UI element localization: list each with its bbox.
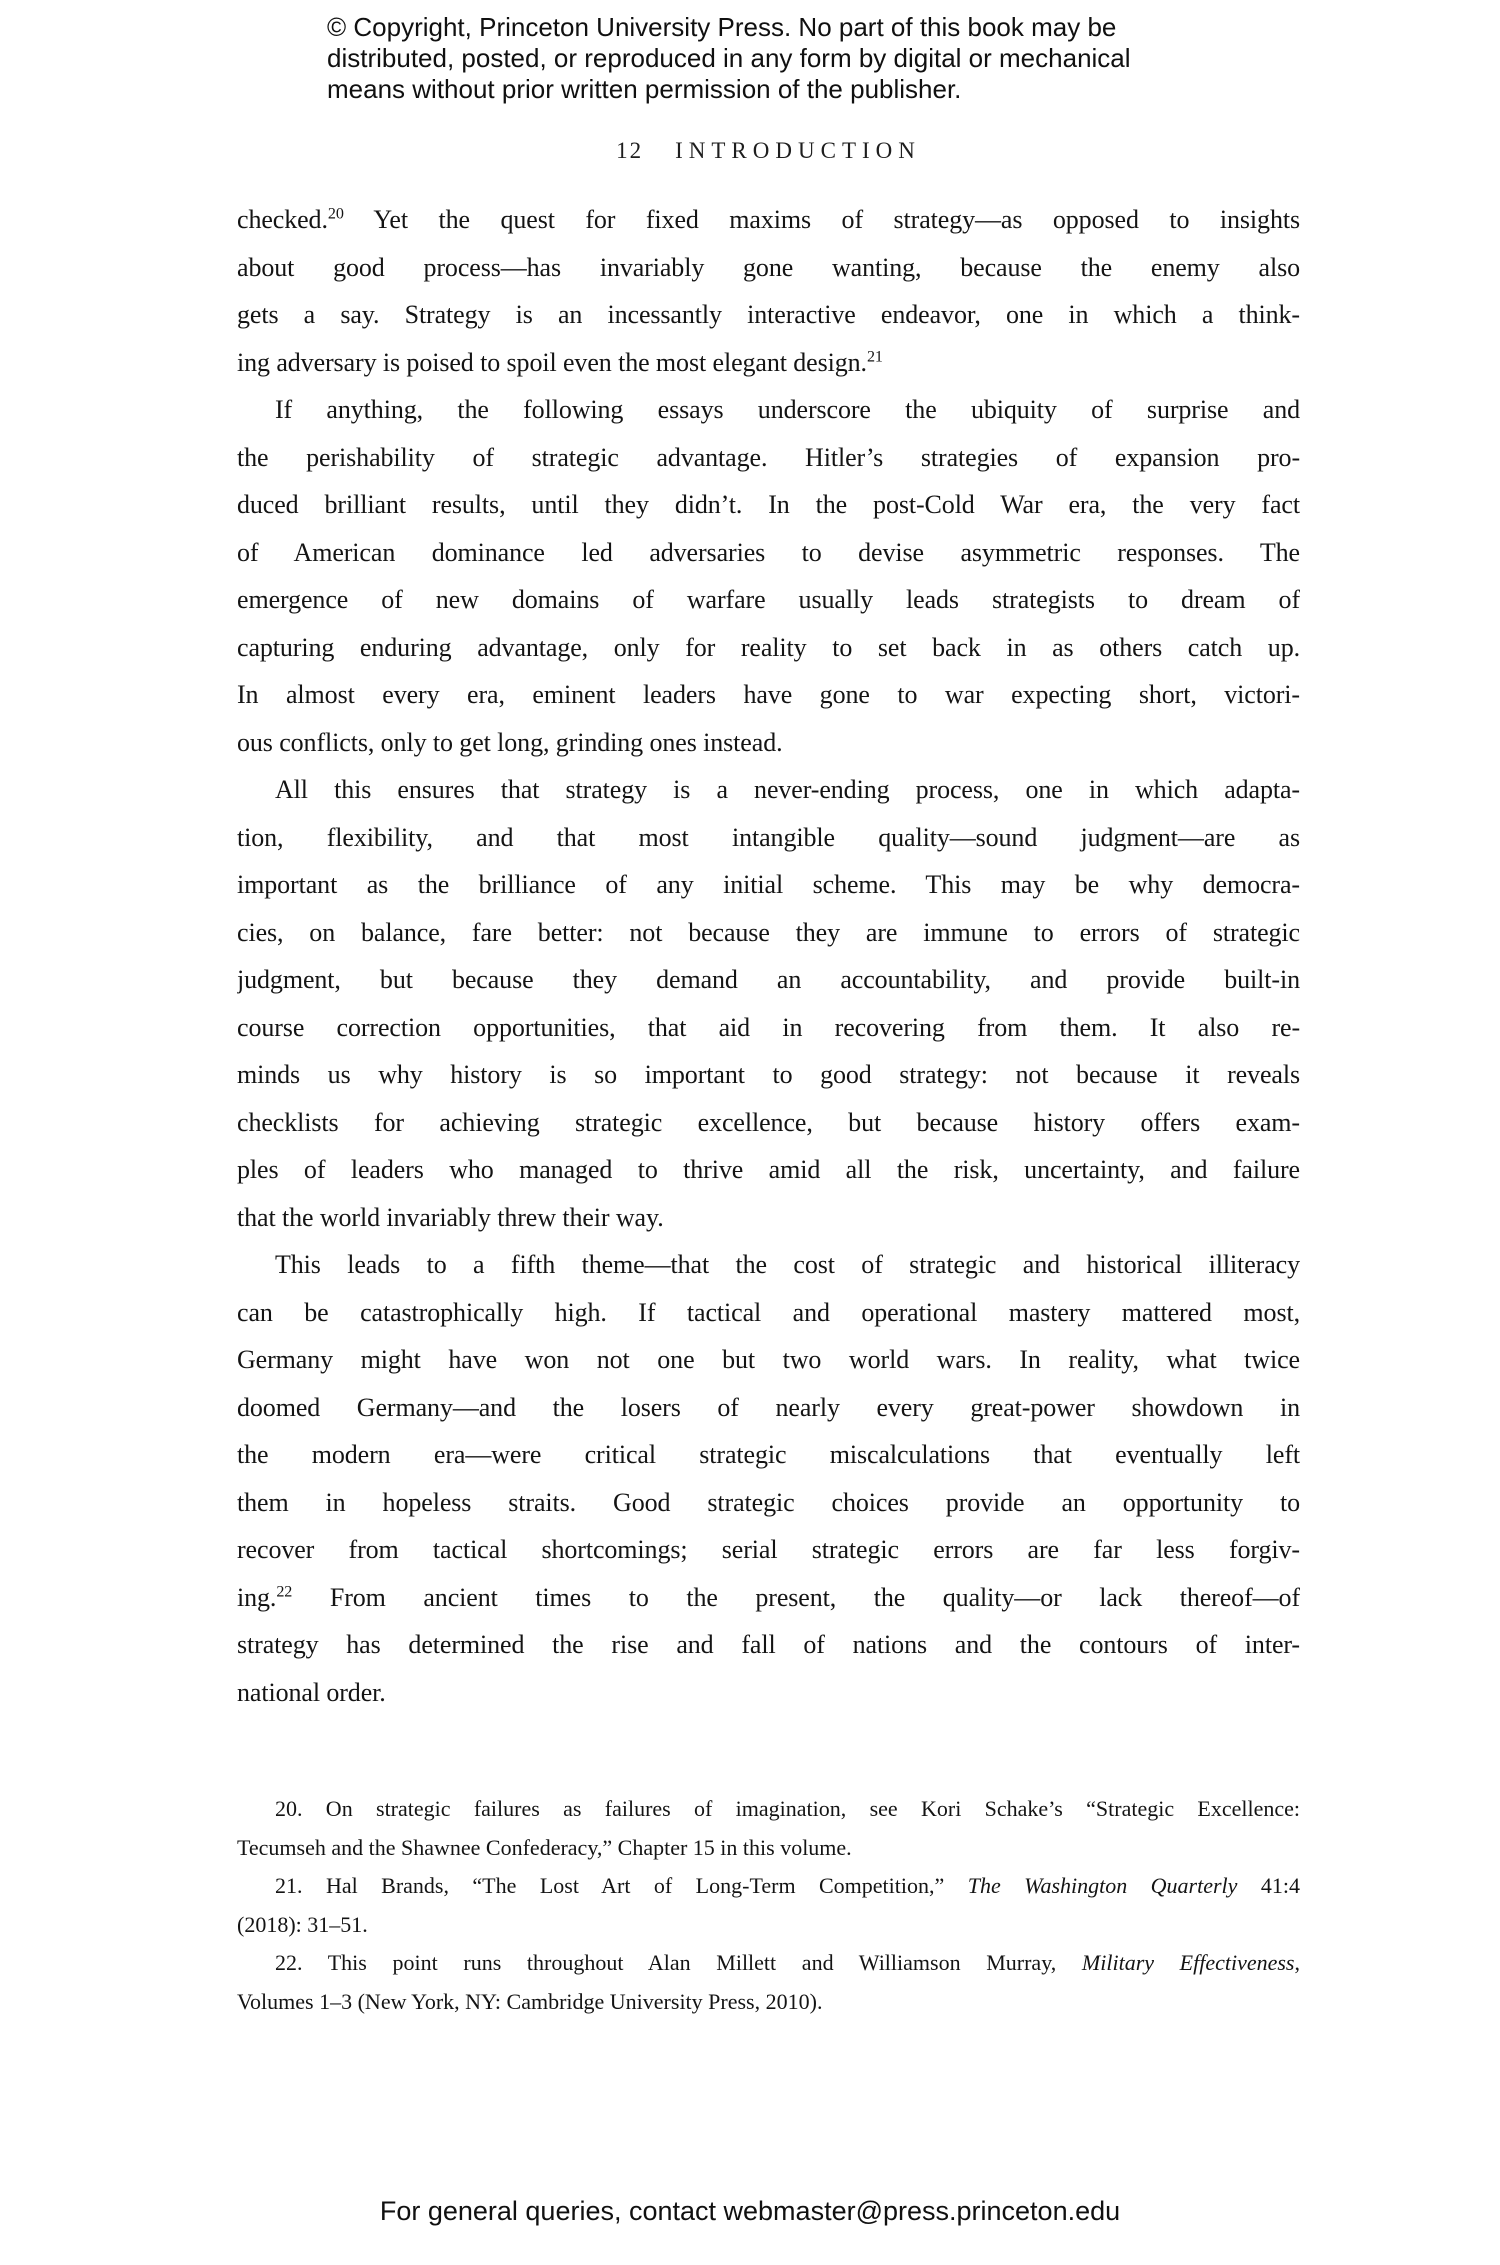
body-line: checked.$^{20}$ Yet the quest for fixed maxims of strategy—as opposed to insights bbox=[237, 205, 1300, 234]
body-line: ous conflicts, only to get long, grinding ones instead. bbox=[237, 727, 783, 757]
footnote-reference: 22 bbox=[276, 1582, 293, 1600]
body-line: important as the brilliance of any initial scheme. This may be why democra- bbox=[237, 870, 1300, 899]
paragraph bbox=[237, 196, 1300, 386]
footnote-line: Tecumseh and the Shawnee Confederacy,” Chapter 15 in this volume. bbox=[237, 1834, 852, 1860]
copyright-notice bbox=[327, 12, 1147, 105]
footnote-line: (2018): 31–51. bbox=[237, 1911, 368, 1937]
footnote-reference: 20 bbox=[327, 205, 344, 223]
footnote-item bbox=[237, 1790, 1300, 1867]
body-line: strategy has determined the rise and fall of nations and the contours of inter- bbox=[237, 1630, 1300, 1659]
footnote-line: Volumes 1–3 (New York, NY: Cambridge University Press, 2010). bbox=[237, 1988, 823, 2014]
footnote-line: 22. This point runs throughout Alan Millett and Williamson Murray, Military Effectiveness, bbox=[275, 1950, 1300, 1975]
body-line: the perishability of strategic advantage. Hitler’s strategies of expansion pro- bbox=[237, 442, 1300, 472]
copyright-line: distributed, posted, or reproduced in any form by digital or mechanical bbox=[327, 43, 1131, 73]
body-line: of American dominance led adversaries to devise asymmetric responses. The bbox=[237, 537, 1300, 567]
body-line: national order. bbox=[237, 1677, 386, 1707]
body-line: ples of leaders who managed to thrive amid all the risk, uncertainty, and failure bbox=[237, 1155, 1300, 1184]
body-text bbox=[237, 196, 1300, 1716]
footnote-reference: 21 bbox=[866, 347, 883, 365]
copyright-line: means without prior written permission of the publisher. bbox=[327, 74, 962, 104]
body-line: gets a say. Strategy is an incessantly interactive endeavor, one in which a think- bbox=[237, 300, 1300, 329]
footnotes bbox=[237, 1790, 1300, 2021]
body-line: judgment, but because they demand an accountability, and provide built-in bbox=[237, 965, 1300, 994]
footer-contact-text: For general queries, contact webmaster@press.princeton.edu bbox=[379, 2196, 1121, 2226]
paragraph bbox=[237, 386, 1300, 766]
paragraph bbox=[237, 766, 1300, 1241]
body-line: recover from tactical shortcomings; serial strategic errors are far less forgiv- bbox=[237, 1535, 1300, 1564]
paragraph bbox=[237, 1241, 1300, 1716]
body-line: about good process—has invariably gone wanting, because the enemy also bbox=[237, 252, 1300, 282]
body-line: emergence of new domains of warfare usually leads strategists to dream of bbox=[237, 585, 1300, 614]
body-line: ing.$^{22}$ From ancient times to the present, the quality—or lack thereof—of bbox=[237, 1582, 1300, 1612]
body-line: capturing enduring advantage, only for reality to set back in as others catch up. bbox=[237, 632, 1300, 662]
copyright-line: © Copyright, Princeton University Press. No part of this book may be bbox=[327, 12, 1117, 42]
page-footer bbox=[0, 2196, 1500, 2227]
body-line: that the world invariably threw their way. bbox=[237, 1202, 664, 1232]
body-line: the modern era—were critical strategic miscalculations that eventually left bbox=[237, 1440, 1300, 1469]
body-line: duced brilliant results, until they didn’t. In the post-Cold War era, the very fact bbox=[237, 490, 1300, 519]
body-line: This leads to a fifth theme—that the cost of strategic and historical illiteracy bbox=[275, 1250, 1300, 1279]
body-line: tion, flexibility, and that most intangible quality—sound judgment—are as bbox=[237, 822, 1300, 852]
footnote-item bbox=[237, 1944, 1300, 2021]
footnote-line: 21. Hal Brands, “The Lost Art of Long-Term Competition,” The Washington Quarterly 41:4 bbox=[275, 1873, 1300, 1898]
running-head bbox=[237, 138, 1300, 164]
body-line: If anything, the following essays underscore the ubiquity of surprise and bbox=[275, 395, 1300, 424]
body-line: minds us why history is so important to good strategy: not because it reveals bbox=[237, 1060, 1300, 1089]
footnote-line: 20. On strategic failures as failures of imagination, see Kori Schake’s “Strategic Excellence: bbox=[275, 1796, 1300, 1821]
body-line: cies, on balance, fare better: not because they are immune to errors of strategic bbox=[237, 917, 1300, 947]
body-line: can be catastrophically high. If tactical and operational mastery mattered most, bbox=[237, 1297, 1300, 1327]
footnote-item bbox=[237, 1867, 1300, 1944]
body-line: In almost every era, eminent leaders have gone to war expecting short, victori- bbox=[237, 680, 1300, 709]
body-line: them in hopeless straits. Good strategic choices provide an opportunity to bbox=[237, 1487, 1300, 1517]
body-line: Germany might have won not one but two world wars. In reality, what twice bbox=[237, 1345, 1300, 1374]
body-line: doomed Germany—and the losers of nearly every great-power showdown in bbox=[237, 1392, 1300, 1422]
running-head-title: INTRODUCTION bbox=[675, 138, 921, 163]
page-number: 12 bbox=[616, 138, 644, 163]
body-line: ing adversary is poised to spoil even the most elegant design.$^{21}$ bbox=[237, 347, 883, 377]
body-line: checklists for achieving strategic excellence, but because history offers exam- bbox=[237, 1107, 1300, 1137]
body-line: course correction opportunities, that aid in recovering from them. It also re- bbox=[237, 1012, 1300, 1042]
body-line: All this ensures that strategy is a never-ending process, one in which adapta- bbox=[275, 775, 1300, 804]
